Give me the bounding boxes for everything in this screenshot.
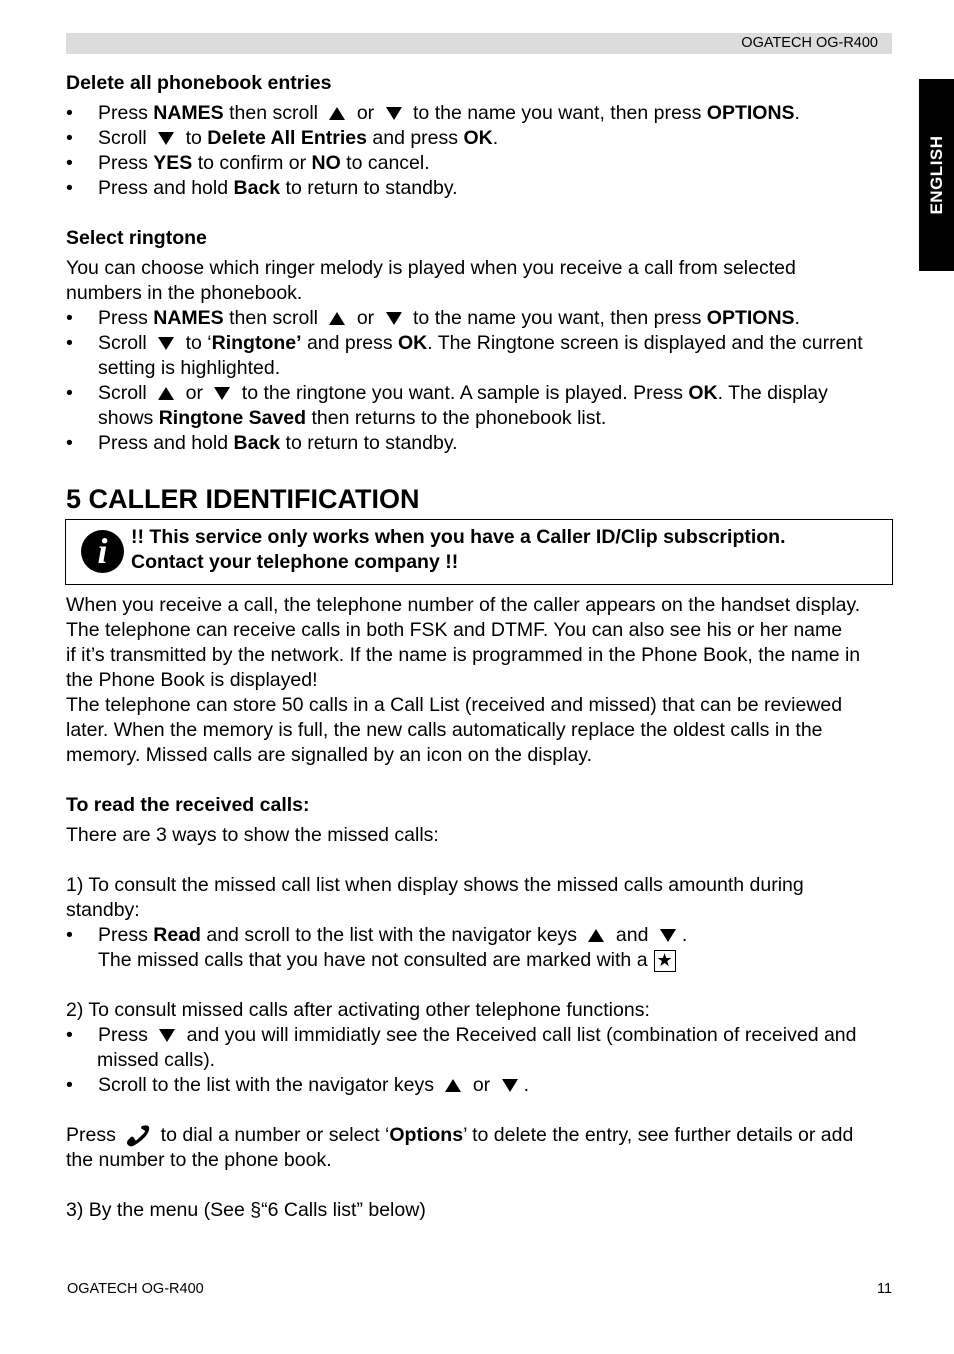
- press-dial-line-cont: the number to the phone book.: [66, 1149, 332, 1171]
- way-2-line: 2) To consult missed calls after activating other telephone functions:: [66, 999, 650, 1021]
- bullet-mark: •: [66, 924, 73, 946]
- ringtone-step-2-cont: setting is highlighted.: [98, 357, 281, 379]
- delete-step-1: Press NAMES then scroll or to the name you want, then press OPTIONS.: [98, 102, 800, 124]
- language-label: ENGLISH: [927, 135, 946, 215]
- way-1-step-cont: The missed calls that you have not consulted are marked with a ★: [98, 948, 676, 973]
- phone-handset-icon: [125, 1125, 151, 1147]
- way-2-step-2: Scroll to the list with the navigator keys or .: [98, 1074, 530, 1096]
- delete-step-3: Press YES to confirm or NO to cancel.: [98, 152, 430, 174]
- language-tab: [919, 79, 954, 271]
- arrow-down-icon: [214, 387, 230, 400]
- read-calls-title: To read the received calls:: [66, 794, 310, 816]
- arrow-up-icon: [445, 1079, 461, 1092]
- paragraph-line: if it’s transmitted by the network. If the name is programmed in the Phone Book, the name in: [66, 644, 861, 666]
- page-number: 11: [877, 1281, 893, 1297]
- delete-section-title: Delete all phonebook entries: [66, 72, 332, 94]
- read-calls-intro: There are 3 ways to show the missed calls:: [66, 824, 439, 846]
- header-model: OGATECH OG-R400: [741, 35, 878, 51]
- way-2-step-1: Press and you will immidiatly see the Received call list (combination of received and: [98, 1024, 857, 1046]
- ringtone-intro-line-2: numbers in the phonebook.: [66, 282, 303, 304]
- way-1-line-1: 1) To consult the missed call list when display shows the missed calls amounth during: [66, 874, 804, 896]
- ringtone-intro-line-1: You can choose which ringer melody is played when you receive a call from selected: [66, 257, 796, 279]
- arrow-up-icon: [329, 312, 345, 325]
- arrow-down-icon: [159, 1029, 175, 1042]
- arrow-up-icon: [158, 387, 174, 400]
- paragraph-line: When you receive a call, the telephone number of the caller appears on the handset display.: [66, 594, 861, 616]
- section-title: 5 CALLER IDENTIFICATION: [66, 484, 420, 514]
- arrow-down-icon: [386, 312, 402, 325]
- paragraph-line: memory. Missed calls are signalled by an icon on the display.: [66, 744, 593, 766]
- arrow-down-icon: [502, 1079, 518, 1092]
- arrow-up-icon: [329, 107, 345, 120]
- bullet-mark: •: [66, 102, 73, 124]
- delete-step-2: Scroll to Delete All Entries and press OK.: [98, 127, 499, 149]
- way-1-line-2: standby:: [66, 899, 140, 921]
- paragraph-line: The telephone can receive calls in both FSK and DTMF. You can also see his or her name: [66, 619, 843, 641]
- bullet-mark: •: [66, 432, 73, 454]
- press-dial-line: Press to dial a number or select ‘Options’ to delete the entry, see further details or add: [66, 1124, 854, 1146]
- bullet-mark: •: [66, 332, 73, 354]
- paragraph-line: later. When the memory is full, the new calls automatically replace the oldest calls in the: [66, 719, 823, 741]
- way-2-step-1-cont: missed calls).: [97, 1049, 216, 1071]
- bullet-mark: •: [66, 307, 73, 329]
- arrow-down-icon: [158, 132, 174, 145]
- bullet-mark: •: [66, 1024, 73, 1046]
- header-bar: [66, 33, 892, 54]
- arrow-down-icon: [660, 929, 676, 942]
- paragraph-line: the Phone Book is displayed!: [66, 669, 318, 691]
- notice-box: [65, 519, 893, 585]
- notice-text: !! This service only works when you have a Caller ID/Clip subscription. Contact your telephone company !!: [131, 526, 786, 573]
- ringtone-step-2: Scroll to ‘Ringtone’ and press OK. The Ringtone screen is displayed and the current: [98, 332, 863, 354]
- ringtone-step-4: Press and hold Back to return to standby.: [98, 432, 458, 454]
- info-icon: i: [81, 530, 124, 573]
- arrow-down-icon: [386, 107, 402, 120]
- delete-step-4: Press and hold Back to return to standby.: [98, 177, 458, 199]
- footer-model: OGATECH OG-R400: [67, 1281, 204, 1297]
- bullet-mark: •: [66, 177, 73, 199]
- ringtone-step-3: Scroll or to the ringtone you want. A sample is played. Press OK. The display: [98, 382, 828, 404]
- unread-star-icon: ★: [654, 950, 676, 972]
- paragraph-line: The telephone can store 50 calls in a Call List (received and missed) that can be reviewed: [66, 694, 843, 716]
- arrow-up-icon: [588, 929, 604, 942]
- way-1-step: Press Read and scroll to the list with the navigator keys and .: [98, 924, 688, 946]
- way-3-line: 3) By the menu (See §“6 Calls list” below): [66, 1199, 426, 1221]
- bullet-mark: •: [66, 152, 73, 174]
- ringtone-step-1: Press NAMES then scroll or to the name you want, then press OPTIONS.: [98, 307, 800, 329]
- ringtone-section-title: Select ringtone: [66, 227, 207, 249]
- ringtone-step-3-cont: shows Ringtone Saved then returns to the phonebook list.: [98, 407, 607, 429]
- bullet-mark: •: [66, 127, 73, 149]
- arrow-down-icon: [158, 337, 174, 350]
- bullet-mark: •: [66, 1074, 73, 1096]
- bullet-mark: •: [66, 382, 73, 404]
